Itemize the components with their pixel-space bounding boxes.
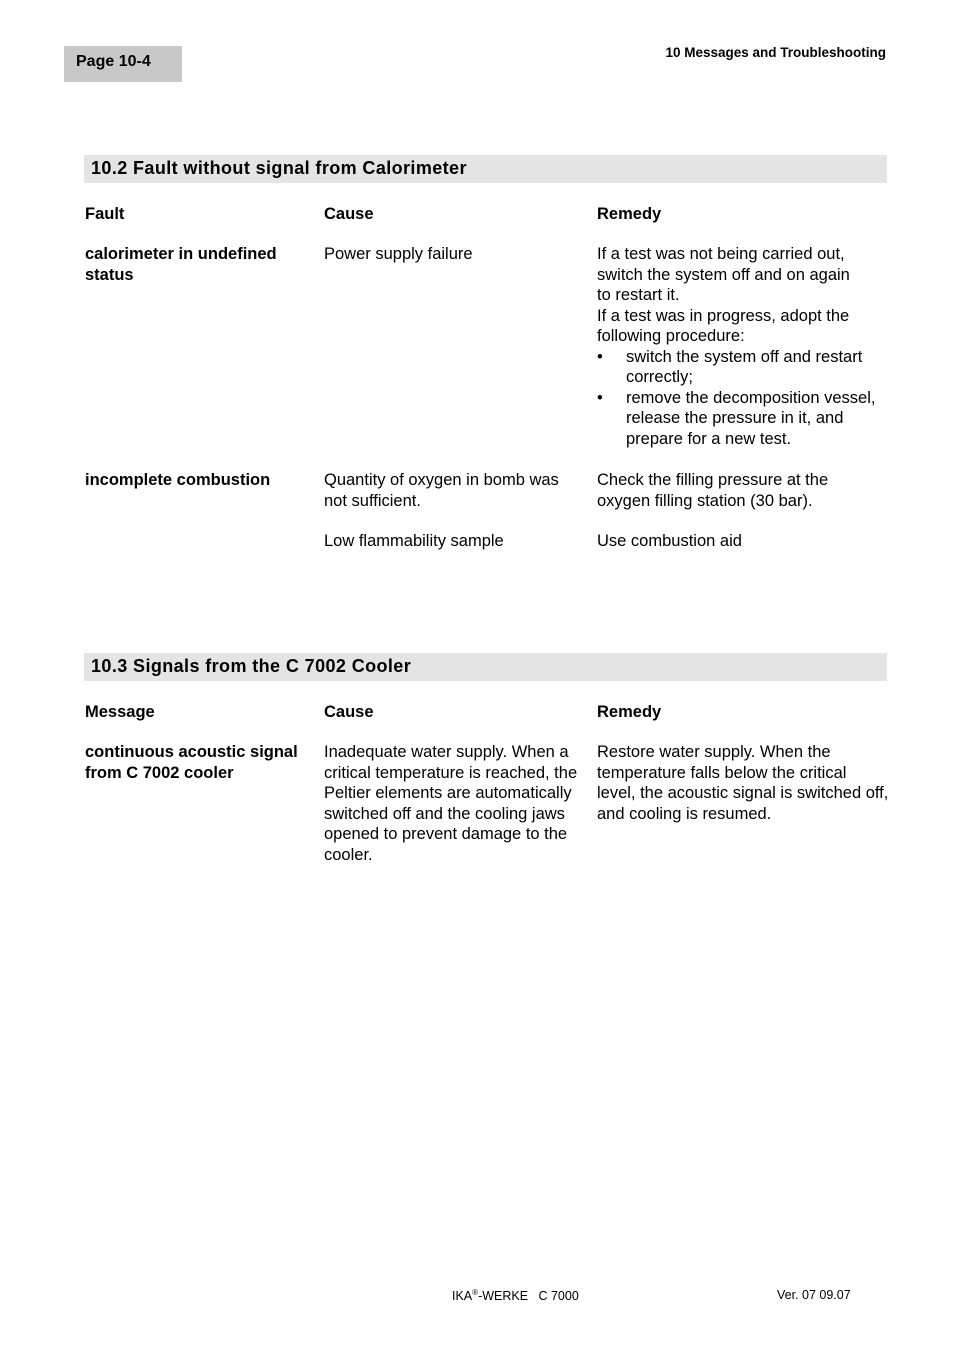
cause-inadequate-water: Inadequate water supply. When a critical temperature is reached, the Peltier elements are automatically switched off and the cooling jaws opened to prevent damage to the cooler. — [324, 743, 578, 864]
registered-mark: ® — [472, 1288, 479, 1297]
remedy-undefined-status — [597, 244, 889, 449]
bullet-icon: • — [597, 388, 603, 407]
cause-power-supply: Power supply failure — [324, 245, 473, 263]
remedy-restore-water: Restore water supply. When the temperature falls below the critical level, the acoustic signal is switched off, and cooling is resumed. — [597, 743, 889, 823]
fault-undefined-status: calorimeter in undefined status — [85, 245, 277, 284]
column-header-cause: Cause — [324, 205, 374, 223]
footer-brand-suffix: -WERKE C 7000 — [478, 1289, 579, 1304]
column-header-remedy: Remedy — [597, 703, 662, 721]
list-item — [597, 347, 889, 388]
remedy-text-line: to restart it. — [597, 286, 680, 304]
footer-brand-prefix: IKA — [452, 1289, 473, 1304]
page-number-tab: Page 10-4 — [64, 46, 182, 82]
remedy-bullet-list — [597, 347, 889, 450]
cause-low-flammability: Low flammability sample — [324, 532, 504, 550]
column-header-cause: Cause — [324, 703, 374, 721]
bullet-text: switch the system off and restart correctly; — [626, 347, 863, 386]
column-header-fault: Fault — [85, 205, 125, 223]
remedy-text-line: switch the system off and on again — [597, 265, 850, 284]
remedy-combustion-aid: Use combustion aid — [597, 532, 742, 550]
remedy-text-line: following procedure: — [597, 327, 745, 345]
fault-incomplete-combustion: incomplete combustion — [85, 471, 271, 489]
column-header-message: Message — [85, 703, 155, 721]
message-acoustic-signal: continuous acoustic signal from C 7002 cooler — [85, 743, 298, 782]
bullet-icon: • — [597, 347, 603, 366]
remedy-text-line: If a test was not being carried out, — [597, 245, 845, 263]
section-heading-10-2: 10.2 Fault without signal from Calorimeter — [84, 155, 887, 183]
list-item — [597, 388, 889, 450]
remedy-text-line: If a test was in progress, adopt the — [597, 306, 850, 325]
footer-brand — [452, 1288, 579, 1303]
section-heading-10-3: 10.3 Signals from the C 7002 Cooler — [84, 653, 887, 681]
column-header-remedy: Remedy — [597, 205, 662, 223]
bullet-text: remove the decomposition vessel, release the pressure in it, and prepare for a new test. — [626, 388, 876, 448]
cause-oxygen-insufficient: Quantity of oxygen in bomb was not sufficient. — [324, 471, 559, 510]
remedy-check-filling-pressure: Check the filling pressure at the oxygen filling station (30 bar). — [597, 471, 829, 510]
chapter-running-head: 10 Messages and Troubleshooting — [665, 45, 886, 60]
footer-version: Ver. 07 09.07 — [777, 1288, 851, 1302]
